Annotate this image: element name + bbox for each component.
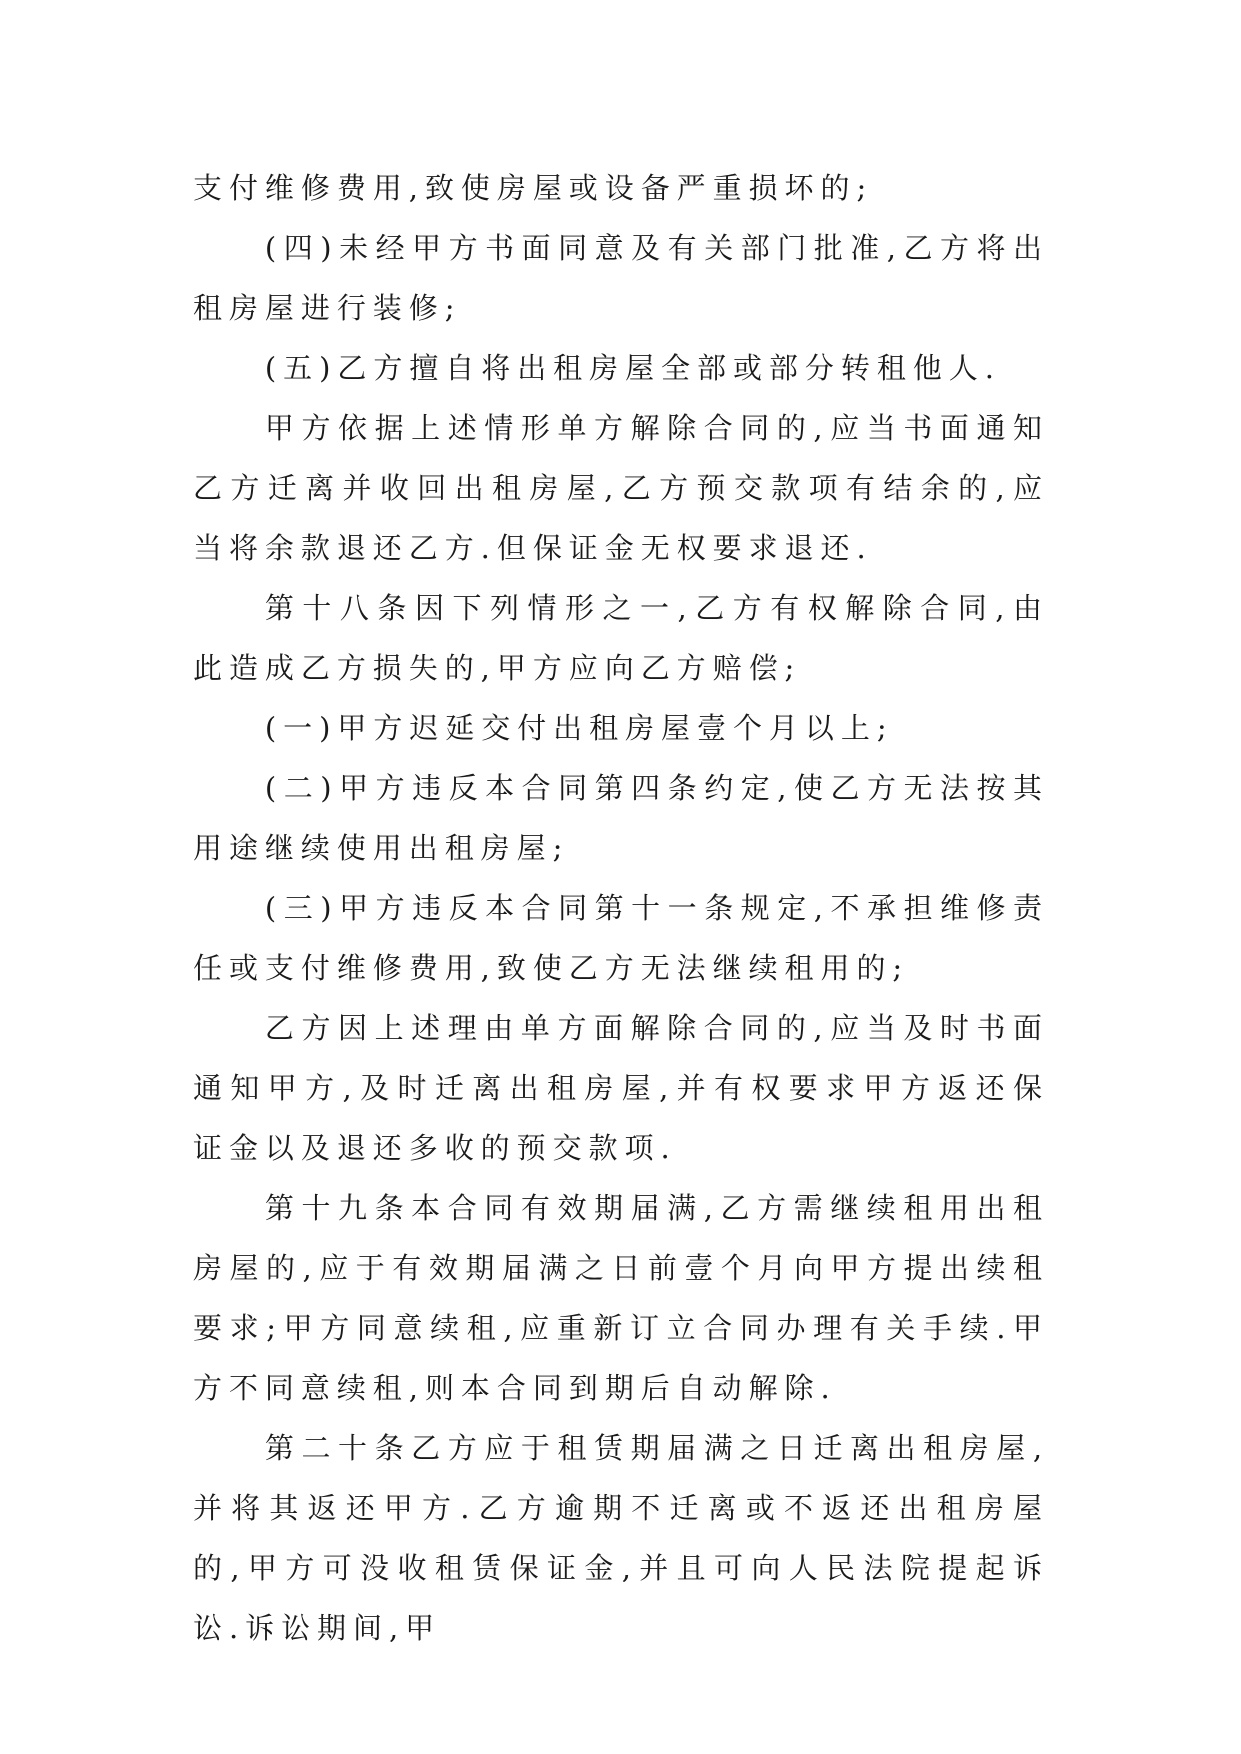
paragraph-11: 第二十条乙方应于租赁期届满之日迁离出租房屋,并将其返还甲方.乙方逾期不迁离或不返还出租房屋的,甲方可没收租赁保证金,并且可向人民法院提起诉讼.诉讼期间,甲 [193,1431,1049,1645]
document-body [193,158,1049,1658]
paragraph-7: (二)甲方违反本合同第四条约定,使乙方无法按其用途继续使用出租房屋; [193,771,1049,865]
paragraph-9: 乙方因上述理由单方面解除合同的,应当及时书面通知甲方,及时迁离出租房屋,并有权要求甲方返还保证金以及退还多收的预交款项. [193,1011,1049,1165]
paragraph-4: 甲方依据上述情形单方解除合同的,应当书面通知乙方迁离并收回出租房屋,乙方预交款项有结余的,应当将余款退还乙方.但保证金无权要求退还. [193,411,1049,565]
paragraph-10: 第十九条本合同有效期届满,乙方需继续租用出租房屋的,应于有效期届满之日前壹个月向甲方提出续租要求;甲方同意续租,应重新订立合同办理有关手续.甲方不同意续租,则本合同到期后自动解除. [193,1191,1049,1405]
paragraph-8: (三)甲方违反本合同第十一条规定,不承担维修责任或支付维修费用,致使乙方无法继续租用的; [193,891,1049,985]
paragraph-5: 第十八条因下列情形之一,乙方有权解除合同,由此造成乙方损失的,甲方应向乙方赔偿; [193,591,1049,685]
paragraph-1: 支付维修费用,致使房屋或设备严重损坏的; [193,171,874,205]
paragraph-6: (一)甲方迟延交付出租房屋壹个月以上; [264,711,894,745]
paragraph-3: (五)乙方擅自将出租房屋全部或部分转租他人. [264,351,1001,385]
paragraph-2: (四)未经甲方书面同意及有关部门批准,乙方将出租房屋进行装修; [193,231,1049,325]
